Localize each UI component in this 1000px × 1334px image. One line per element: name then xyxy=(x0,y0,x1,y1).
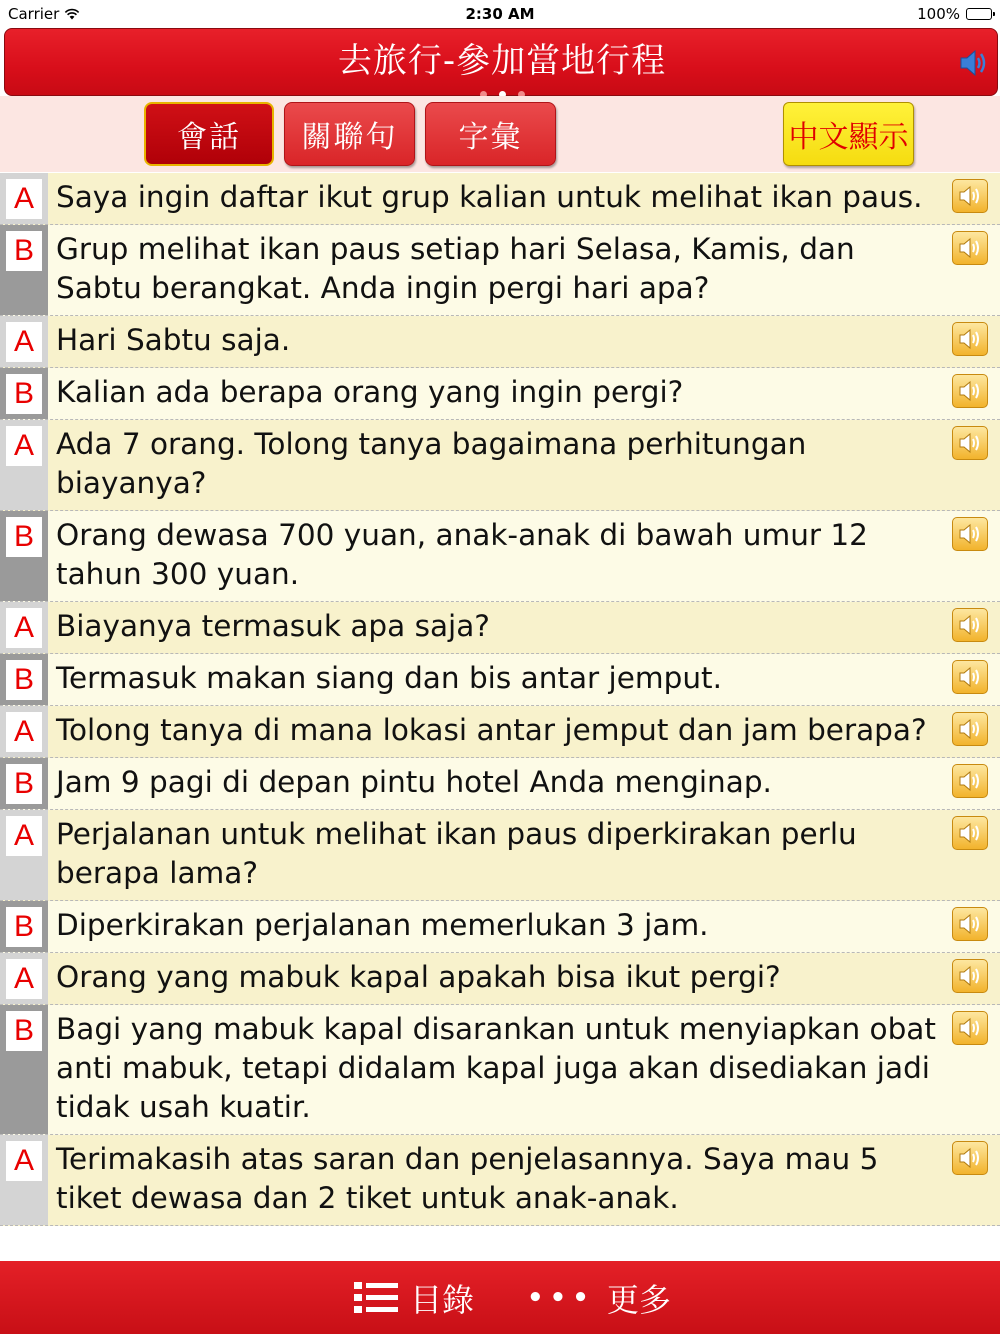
dialogue-row[interactable] xyxy=(0,316,1000,368)
play-audio-button[interactable] xyxy=(952,959,988,993)
status-bar xyxy=(0,0,1000,28)
speaker-column xyxy=(0,1005,48,1134)
play-audio-button[interactable] xyxy=(952,816,988,850)
list-icon xyxy=(354,1281,398,1315)
play-audio-button[interactable] xyxy=(952,322,988,356)
dialogue-text[interactable]: Hari Sabtu saja. xyxy=(56,323,291,357)
dialogue-row[interactable] xyxy=(0,368,1000,420)
play-audio-cell xyxy=(940,368,1000,419)
dialogue-text[interactable]: Orang dewasa 700 yuan, anak-anak di bawah umur 12 tahun 300 yuan. xyxy=(56,518,868,591)
play-audio-cell xyxy=(940,173,1000,224)
tab-conversation[interactable]: 會話 xyxy=(144,102,274,166)
more-label: 更多 xyxy=(606,1280,671,1319)
dialogue-row[interactable] xyxy=(0,1005,1000,1135)
speaker-icon xyxy=(957,665,983,689)
battery-icon xyxy=(966,8,992,20)
speaker-column xyxy=(0,511,48,601)
dialogue-text[interactable]: Saya ingin daftar ikut grup kalian untuk melihat ikan paus. xyxy=(56,180,923,214)
speaker-icon xyxy=(957,964,983,988)
speaker-icon xyxy=(957,236,983,260)
speaker-badge: A xyxy=(6,816,42,856)
speaker-icon xyxy=(957,522,983,546)
play-audio-button[interactable] xyxy=(952,1141,988,1175)
more-button[interactable] xyxy=(527,1261,671,1334)
play-audio-button[interactable] xyxy=(952,660,988,694)
dialogue-text[interactable]: Ada 7 orang. Tolong tanya bagaimana perhitungan biayanya? xyxy=(56,427,807,500)
speaker-column xyxy=(0,953,48,1004)
speaker-column xyxy=(0,420,48,510)
speaker-badge: A xyxy=(6,322,42,362)
catalog-label: 目錄 xyxy=(410,1280,475,1319)
speaker-column xyxy=(0,654,48,705)
dialogue-text[interactable]: Terimakasih atas saran dan penjelasannya. Saya mau 5 tiket dewasa dan 2 tiket untuk anak-anak. xyxy=(56,1142,879,1215)
speaker-icon xyxy=(957,769,983,793)
dialogue-row[interactable] xyxy=(0,758,1000,810)
dialogue-row[interactable] xyxy=(0,953,1000,1005)
dialogue-row[interactable] xyxy=(0,173,1000,225)
speaker-badge: B xyxy=(6,374,42,414)
speaker-column xyxy=(0,901,48,952)
play-audio-button[interactable] xyxy=(952,907,988,941)
speaker-badge: B xyxy=(6,660,42,700)
speaker-badge: A xyxy=(6,959,42,999)
dialogue-row[interactable] xyxy=(0,901,1000,953)
catalog-button[interactable] xyxy=(354,1261,474,1334)
speaker-icon[interactable] xyxy=(957,47,991,79)
play-audio-button[interactable] xyxy=(952,712,988,746)
speaker-column xyxy=(0,602,48,653)
play-audio-cell xyxy=(940,953,1000,1004)
speaker-icon xyxy=(957,717,983,741)
page-title: 去旅行-參加當地行程 xyxy=(337,41,667,81)
dialogue-row[interactable] xyxy=(0,654,1000,706)
speaker-icon xyxy=(957,912,983,936)
speaker-badge: A xyxy=(6,426,42,466)
status-battery xyxy=(917,5,992,23)
speaker-column xyxy=(0,368,48,419)
speaker-icon xyxy=(957,184,983,208)
play-audio-button[interactable] xyxy=(952,764,988,798)
play-audio-cell xyxy=(940,758,1000,809)
carrier-label: Carrier xyxy=(8,5,60,23)
dialogue-text[interactable]: Biayanya termasuk apa saja? xyxy=(56,609,490,643)
play-audio-cell xyxy=(940,316,1000,367)
speaker-column xyxy=(0,173,48,224)
play-audio-button[interactable] xyxy=(952,517,988,551)
dialogue-row[interactable] xyxy=(0,225,1000,316)
speaker-column xyxy=(0,810,48,900)
speaker-column xyxy=(0,706,48,757)
play-audio-cell xyxy=(940,420,1000,510)
speaker-badge: B xyxy=(6,231,42,271)
dialogue-text[interactable]: Tolong tanya di mana lokasi antar jemput dan jam berapa? xyxy=(56,713,927,747)
bottom-toolbar xyxy=(0,1261,1000,1334)
dialogue-list[interactable] xyxy=(0,173,1000,1261)
title-bar xyxy=(4,28,998,96)
play-audio-cell xyxy=(940,901,1000,952)
status-time: 2:30 AM xyxy=(465,5,535,23)
speaker-icon xyxy=(957,431,983,455)
speaker-badge: A xyxy=(6,179,42,219)
speaker-badge: A xyxy=(6,1141,42,1181)
play-audio-button[interactable] xyxy=(952,374,988,408)
play-audio-button[interactable] xyxy=(952,1011,988,1045)
battery-percent: 100% xyxy=(917,5,960,23)
speaker-column xyxy=(0,316,48,367)
speaker-icon xyxy=(957,1016,983,1040)
dialogue-row[interactable] xyxy=(0,602,1000,654)
speaker-badge: B xyxy=(6,764,42,804)
play-audio-button[interactable] xyxy=(952,608,988,642)
play-audio-button[interactable] xyxy=(952,426,988,460)
dialogue-row[interactable] xyxy=(0,420,1000,511)
tab-related-sentences[interactable]: 關聯句 xyxy=(284,102,415,166)
play-audio-cell xyxy=(940,1135,1000,1225)
play-audio-button[interactable] xyxy=(952,231,988,265)
speaker-icon xyxy=(957,613,983,637)
dialogue-row[interactable] xyxy=(0,706,1000,758)
speaker-column xyxy=(0,1135,48,1225)
play-audio-cell xyxy=(940,225,1000,315)
dialogue-text[interactable]: Grup melihat ikan paus setiap hari Selasa, Kamis, dan Sabtu berangkat. Anda ingin pergi hari apa? xyxy=(56,232,855,305)
speaker-column xyxy=(0,758,48,809)
speaker-badge: B xyxy=(6,1011,42,1051)
play-audio-cell xyxy=(940,1005,1000,1134)
tab-vocabulary[interactable]: 字彙 xyxy=(425,102,556,166)
play-audio-button[interactable] xyxy=(952,179,988,213)
dialogue-text[interactable]: Perjalanan untuk melihat ikan paus diperkirakan perlu berapa lama? xyxy=(56,817,857,890)
speaker-badge: A xyxy=(6,608,42,648)
dialogue-text[interactable]: Diperkirakan perjalanan memerlukan 3 jam. xyxy=(56,908,709,942)
speaker-column xyxy=(0,225,48,315)
dialogue-row[interactable] xyxy=(0,1135,1000,1226)
dialogue-text[interactable]: Kalian ada berapa orang yang ingin pergi? xyxy=(56,375,684,409)
play-audio-cell xyxy=(940,511,1000,601)
dialogue-text[interactable]: Bagi yang mabuk kapal disarankan untuk menyiapkan obat anti mabuk, tetapi didalam kapal juga akan disediakan jadi tidak usah kuatir. xyxy=(56,1012,936,1124)
play-audio-cell xyxy=(940,706,1000,757)
dialogue-row[interactable] xyxy=(0,810,1000,901)
tab-area xyxy=(0,96,1000,172)
dialogue-text[interactable]: Jam 9 pagi di depan pintu hotel Anda menginap. xyxy=(56,765,772,799)
play-audio-cell xyxy=(940,810,1000,900)
chinese-display-button[interactable]: 中文顯示 xyxy=(783,102,914,166)
speaker-icon xyxy=(957,1146,983,1170)
speaker-icon xyxy=(957,821,983,845)
play-audio-cell xyxy=(940,602,1000,653)
speaker-badge: A xyxy=(6,712,42,752)
dialogue-text[interactable]: Orang yang mabuk kapal apakah bisa ikut pergi? xyxy=(56,960,781,994)
dialogue-row[interactable] xyxy=(0,511,1000,602)
speaker-icon xyxy=(957,379,983,403)
speaker-badge: B xyxy=(6,907,42,947)
dialogue-text[interactable]: Termasuk makan siang dan bis antar jemput. xyxy=(56,661,722,695)
speaker-icon xyxy=(957,327,983,351)
speaker-badge: B xyxy=(6,517,42,557)
play-audio-cell xyxy=(940,654,1000,705)
more-dots-icon: ••• xyxy=(527,1282,595,1313)
